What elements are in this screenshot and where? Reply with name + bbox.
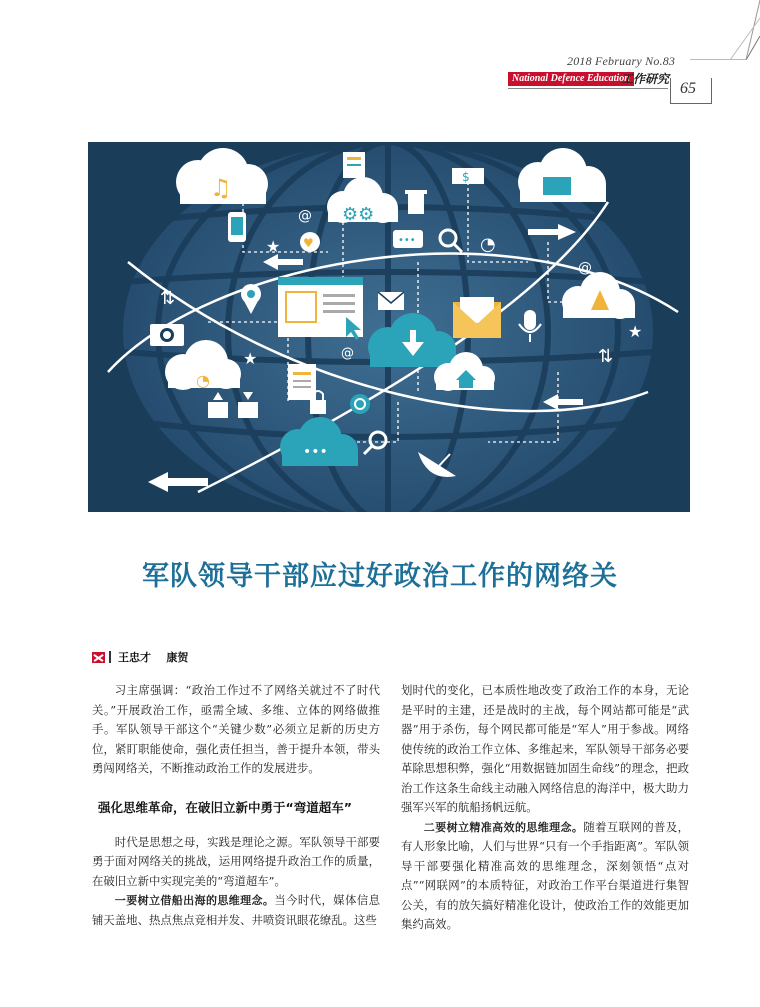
- svg-text:♥: ♥: [303, 236, 314, 250]
- camera-icon: [150, 324, 184, 346]
- sort-arrows-icon: ⇅: [598, 346, 614, 367]
- column-name: 工作研究: [621, 72, 670, 86]
- document-icon: [288, 364, 316, 400]
- byline: [92, 650, 188, 664]
- header-rule: [508, 88, 668, 89]
- power-icon: [350, 394, 370, 414]
- email-envelope-icon: [453, 297, 501, 338]
- mail-icon: [378, 292, 404, 310]
- page-number: 65: [680, 80, 696, 97]
- phone-icon: [228, 212, 246, 242]
- svg-text:⚙⚙: ⚙⚙: [342, 204, 375, 225]
- section-intro-paragraph: 时代是思想之母，实践是理论之源。军队领导干部要勇于面对网络关的挑战，运用网络提升政治工作的质量，在破旧立新中实现完美的“弯道超车”。: [92, 834, 380, 888]
- journal-name-band: National Defence Education: [508, 72, 634, 86]
- page-corner-fold: [690, 0, 760, 60]
- svg-text:$: $: [462, 170, 470, 184]
- at-icon: @: [298, 208, 312, 224]
- section-heading: 强化思维革命，在破旧立新中勇于“弯道超车”: [98, 799, 352, 815]
- article-title: 军队领导干部应过好政治工作的网络关: [142, 561, 618, 592]
- svg-text:◔: ◔: [196, 371, 210, 390]
- dollar-icon: [452, 168, 484, 184]
- issue-info: 2018 February No.83: [567, 54, 676, 68]
- chat-icon: [393, 230, 423, 248]
- point2-lead: 二要树立精准高效的思维理念。: [423, 820, 584, 834]
- svg-text:•••: •••: [398, 235, 416, 246]
- hero-network-illustration: [88, 142, 690, 512]
- sort-arrows-icon: ⇅: [160, 288, 176, 309]
- left-column: [92, 681, 380, 930]
- wifi-icon: ◔: [480, 234, 496, 255]
- point1-lead: 一要树立借船出海的思维理念。: [114, 894, 275, 907]
- byline-mark-icon: [92, 652, 105, 663]
- point1-text: 当今时代，媒体信息铺天盖地、热点焦点竞相并发、井喷资讯眼花缭乱。这些: [92, 893, 380, 927]
- intro-paragraph: 习主席强调：“政治工作过不了网络关就过不了时代关。”开展政治工作，亟需全域、多维、立体的网络做推手。军队领导干部这个“关键少数”必须立足新的历史方位，紧盯职能使命，强化责任担当，善于提升本领，带头勇闯网络关，不断推动政治工作的发展进步。: [92, 683, 380, 775]
- star-icon: ★: [243, 349, 258, 368]
- star-icon: ★: [628, 322, 643, 341]
- author-names: 王忠才 康贺: [118, 651, 189, 664]
- at-icon: @: [578, 260, 592, 276]
- point2-paragraph: [401, 818, 689, 935]
- right-column: [401, 681, 689, 935]
- at-icon: @: [341, 346, 354, 361]
- byline-divider: [109, 651, 111, 663]
- point1-paragraph: [92, 891, 380, 930]
- star-icon: ★: [266, 237, 281, 256]
- point2-text: 随着互联网的普及，有人形象比喻，人们与世界“只有一个手指距离”。军队领导干部要强化精准高效的思维理念，深刻领悟“点对点”“网联网”的本质特征，对政治工作平台渠道进行集智公关，有的放矢搞好精准化设计，使政治工作的效能更加集约高效。: [401, 819, 689, 931]
- document-stack-icon: [343, 152, 365, 178]
- browser-window-icon: [278, 277, 363, 340]
- svg-text:•••: •••: [303, 444, 328, 460]
- svg-text:♫: ♫: [210, 174, 232, 202]
- trash-icon: [405, 190, 427, 214]
- continuation-paragraph: 划时代的变化，已本质性地改变了政治工作的本身，无论是平时的主建，还是战时的主战，每个网站都可能是“武器”用于杀伤，每个网民都可能是“军人”用于参战。网络使传统的政治工作立体、多维起来，军队领导干部务必要革除思想积弊，强化“用数据链加固生命线”的理念，把政治工作这条生命线主动融入网络信息的海洋中，极大助力强军兴军的航船扬帆远航。: [401, 683, 689, 814]
